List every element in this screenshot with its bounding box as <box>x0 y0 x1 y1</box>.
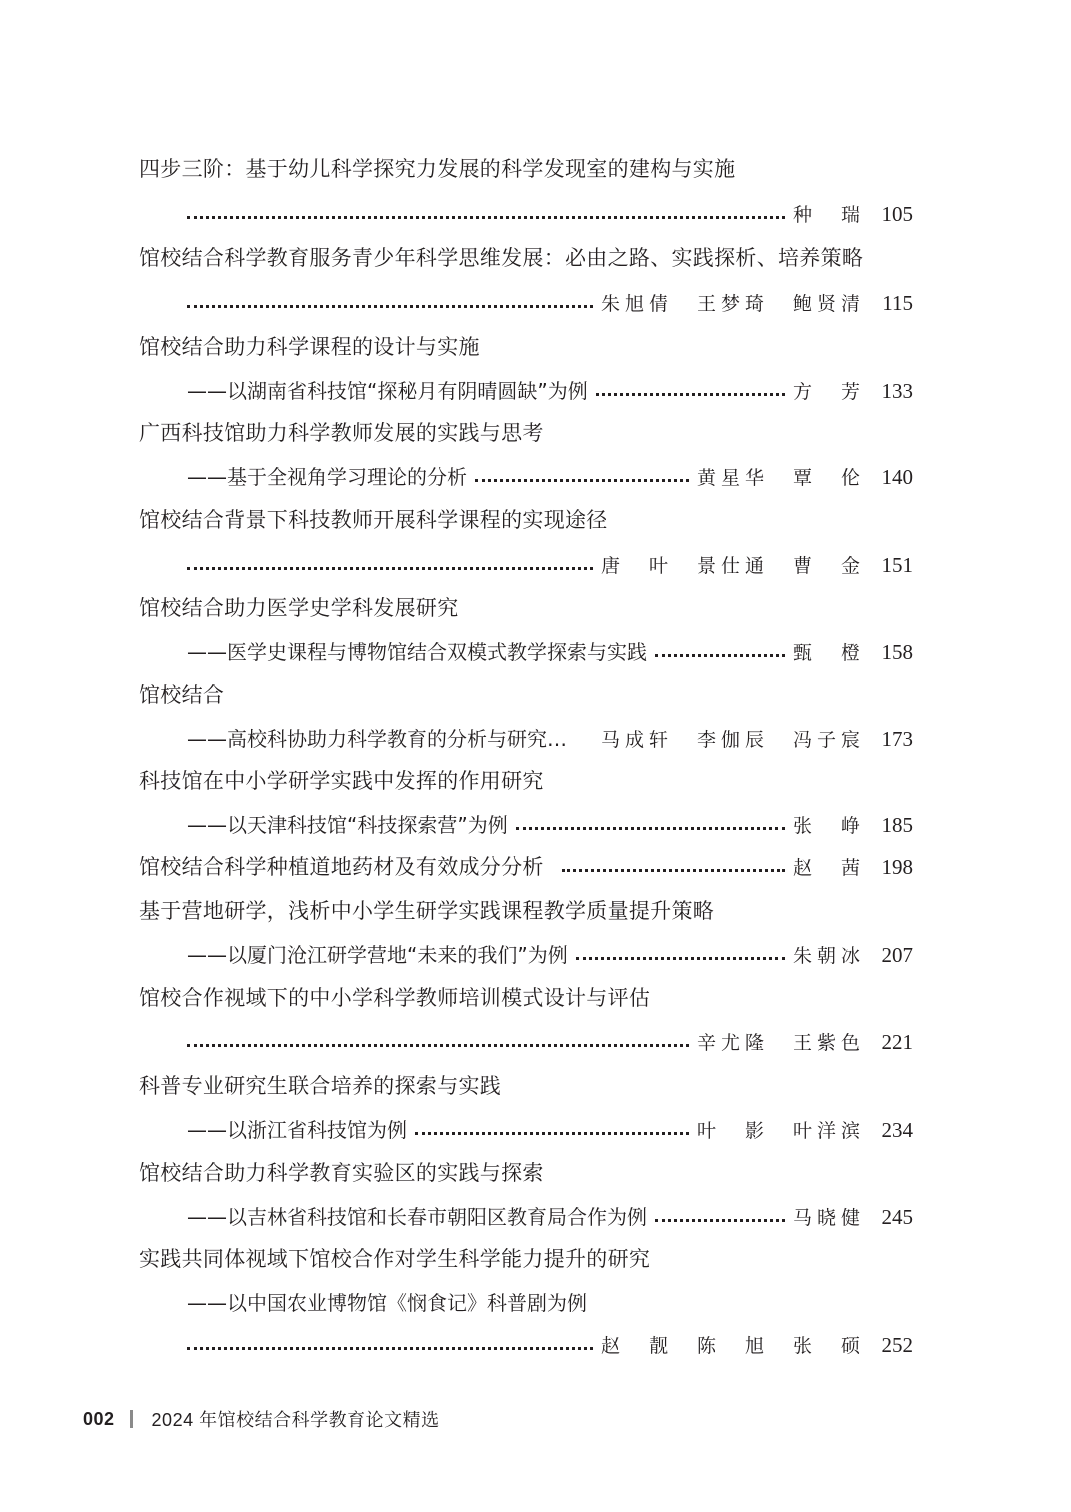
entry-authors: 辛尤隆 王紫色 <box>696 1032 865 1054</box>
entry-page: 158 <box>881 640 913 664</box>
entry-line <box>139 853 913 881</box>
entry-line <box>187 811 913 839</box>
entry-line <box>187 289 913 317</box>
entry-page: 151 <box>881 553 913 577</box>
entry-line <box>187 551 913 579</box>
dot-leader <box>187 216 785 219</box>
entry-page: 115 <box>882 291 913 315</box>
dot-leader <box>596 393 785 396</box>
dot-leader <box>187 305 593 308</box>
entry-page: 252 <box>881 1333 913 1357</box>
entry-title: 馆校结合科学种植道地药材及有效成分分析 <box>139 855 544 879</box>
entry-page: 234 <box>881 1118 913 1142</box>
entry-title: 馆校结合科学教育服务青少年科学思维发展：必由之路、实践探析、培养策略 <box>139 246 864 270</box>
entry-authors: 张 峥 <box>792 815 865 837</box>
entry-authors: 朱旭倩 王梦琦 鲍贤清 <box>600 293 865 315</box>
dot-leader <box>187 1044 689 1047</box>
dot-leader <box>655 1219 785 1222</box>
page-footer <box>83 1406 440 1432</box>
entry-page: 221 <box>881 1030 913 1054</box>
entry-authors: 叶 影 叶洋滨 <box>696 1120 865 1142</box>
entry-line <box>187 941 913 969</box>
entry-title: 四步三阶：基于幼儿科学探究力发展的科学发现室的建构与实施 <box>139 157 736 181</box>
entry-authors: 黄星华 覃 伦 <box>696 467 865 489</box>
footer-divider <box>130 1410 133 1428</box>
entry-subtitle: ——以浙江省科技馆为例 <box>187 1118 407 1142</box>
entry-authors: 赵 茜 <box>792 857 865 879</box>
entry-subtitle: ——以中国农业博物馆《悯食记》科普剧为例 <box>187 1291 587 1315</box>
entry-line <box>187 377 913 405</box>
entry-page: 245 <box>881 1205 913 1229</box>
dot-leader <box>516 827 785 830</box>
entry-line <box>187 1331 913 1359</box>
entry-authors: 马晓健 <box>792 1207 865 1229</box>
entry-authors: 甄 橙 <box>792 642 865 664</box>
entry-title: 广西科技馆助力科学教师发展的实践与思考 <box>139 421 544 445</box>
entry-title: 馆校合作视域下的中小学科学教师培训模式设计与评估 <box>139 986 651 1010</box>
entry-page: 140 <box>881 465 913 489</box>
entry-authors: 赵 靓 陈 旭 张 硕 <box>600 1335 865 1357</box>
entry-subtitle: ——基于全视角学习理论的分析 <box>187 465 467 489</box>
entry-authors: 马成轩 李伽辰 冯子宸 <box>600 729 865 751</box>
entry-title: 馆校结合背景下科技教师开展科学课程的实现途径 <box>139 508 608 532</box>
entry-authors: 种 瑞 <box>792 204 865 226</box>
entry-page: 185 <box>881 813 913 837</box>
entry-subtitle: ——高校科协助力科学教育的分析与研究… <box>187 727 567 751</box>
entry-subtitle: ——以吉林省科技馆和长春市朝阳区教育局合作为例 <box>187 1205 647 1229</box>
entry-line <box>187 1203 913 1231</box>
dot-leader <box>415 1132 689 1135</box>
dot-leader <box>187 567 593 570</box>
entry-authors: 唐 叶 景仕通 曹 金 <box>600 555 865 577</box>
entry-page: 105 <box>881 202 913 226</box>
entry-subtitle-line <box>187 1289 913 1317</box>
entry-subtitle: ——以天津科技馆“科技探索营”为例 <box>187 813 508 837</box>
entry-title: 馆校结合助力科学课程的设计与实施 <box>139 335 480 359</box>
entry-line <box>187 200 913 228</box>
entry-title: 馆校结合助力医学史学科发展研究 <box>139 596 459 620</box>
entry-title: 科技馆在中小学研学实践中发挥的作用研究 <box>139 769 544 793</box>
entry-subtitle: ——以湖南省科技馆“探秘月有阴晴圆缺”为例 <box>187 379 588 403</box>
entry-line <box>187 1028 913 1056</box>
entry-title: 馆校结合助力科学教育实验区的实践与探索 <box>139 1161 544 1185</box>
entry-page: 207 <box>881 943 913 967</box>
dot-leader <box>475 479 689 482</box>
footer-book-title: 2024 年馆校结合科学教育论文精选 <box>151 1410 440 1430</box>
entry-authors: 方 芳 <box>792 381 865 403</box>
entry-subtitle: ——医学史课程与博物馆结合双模式教学探索与实践 <box>187 640 647 664</box>
entry-page: 173 <box>881 727 913 751</box>
entry-title: 科普专业研究生联合培养的探索与实践 <box>139 1074 502 1098</box>
entry-subtitle: ——以厦门沧江研学营地“未来的我们”为例 <box>187 943 568 967</box>
entry-page: 198 <box>881 855 913 879</box>
dot-leader <box>576 957 785 960</box>
entry-title: 馆校结合 <box>139 683 225 707</box>
entry-title: 实践共同体视域下馆校合作对学生科学能力提升的研究 <box>139 1247 651 1271</box>
dot-leader <box>562 869 785 872</box>
entry-line <box>187 638 913 666</box>
dot-leader <box>187 1347 593 1350</box>
entry-line <box>187 463 913 491</box>
entry-title: 基于营地研学，浅析中小学生研学实践课程教学质量提升策略 <box>139 899 715 923</box>
footer-page-number: 002 <box>83 1408 115 1429</box>
entry-page: 133 <box>881 379 913 403</box>
entry-line <box>187 1116 913 1144</box>
entry-line <box>187 725 913 753</box>
entry-authors: 朱朝冰 <box>792 945 865 967</box>
dot-leader <box>655 654 785 657</box>
